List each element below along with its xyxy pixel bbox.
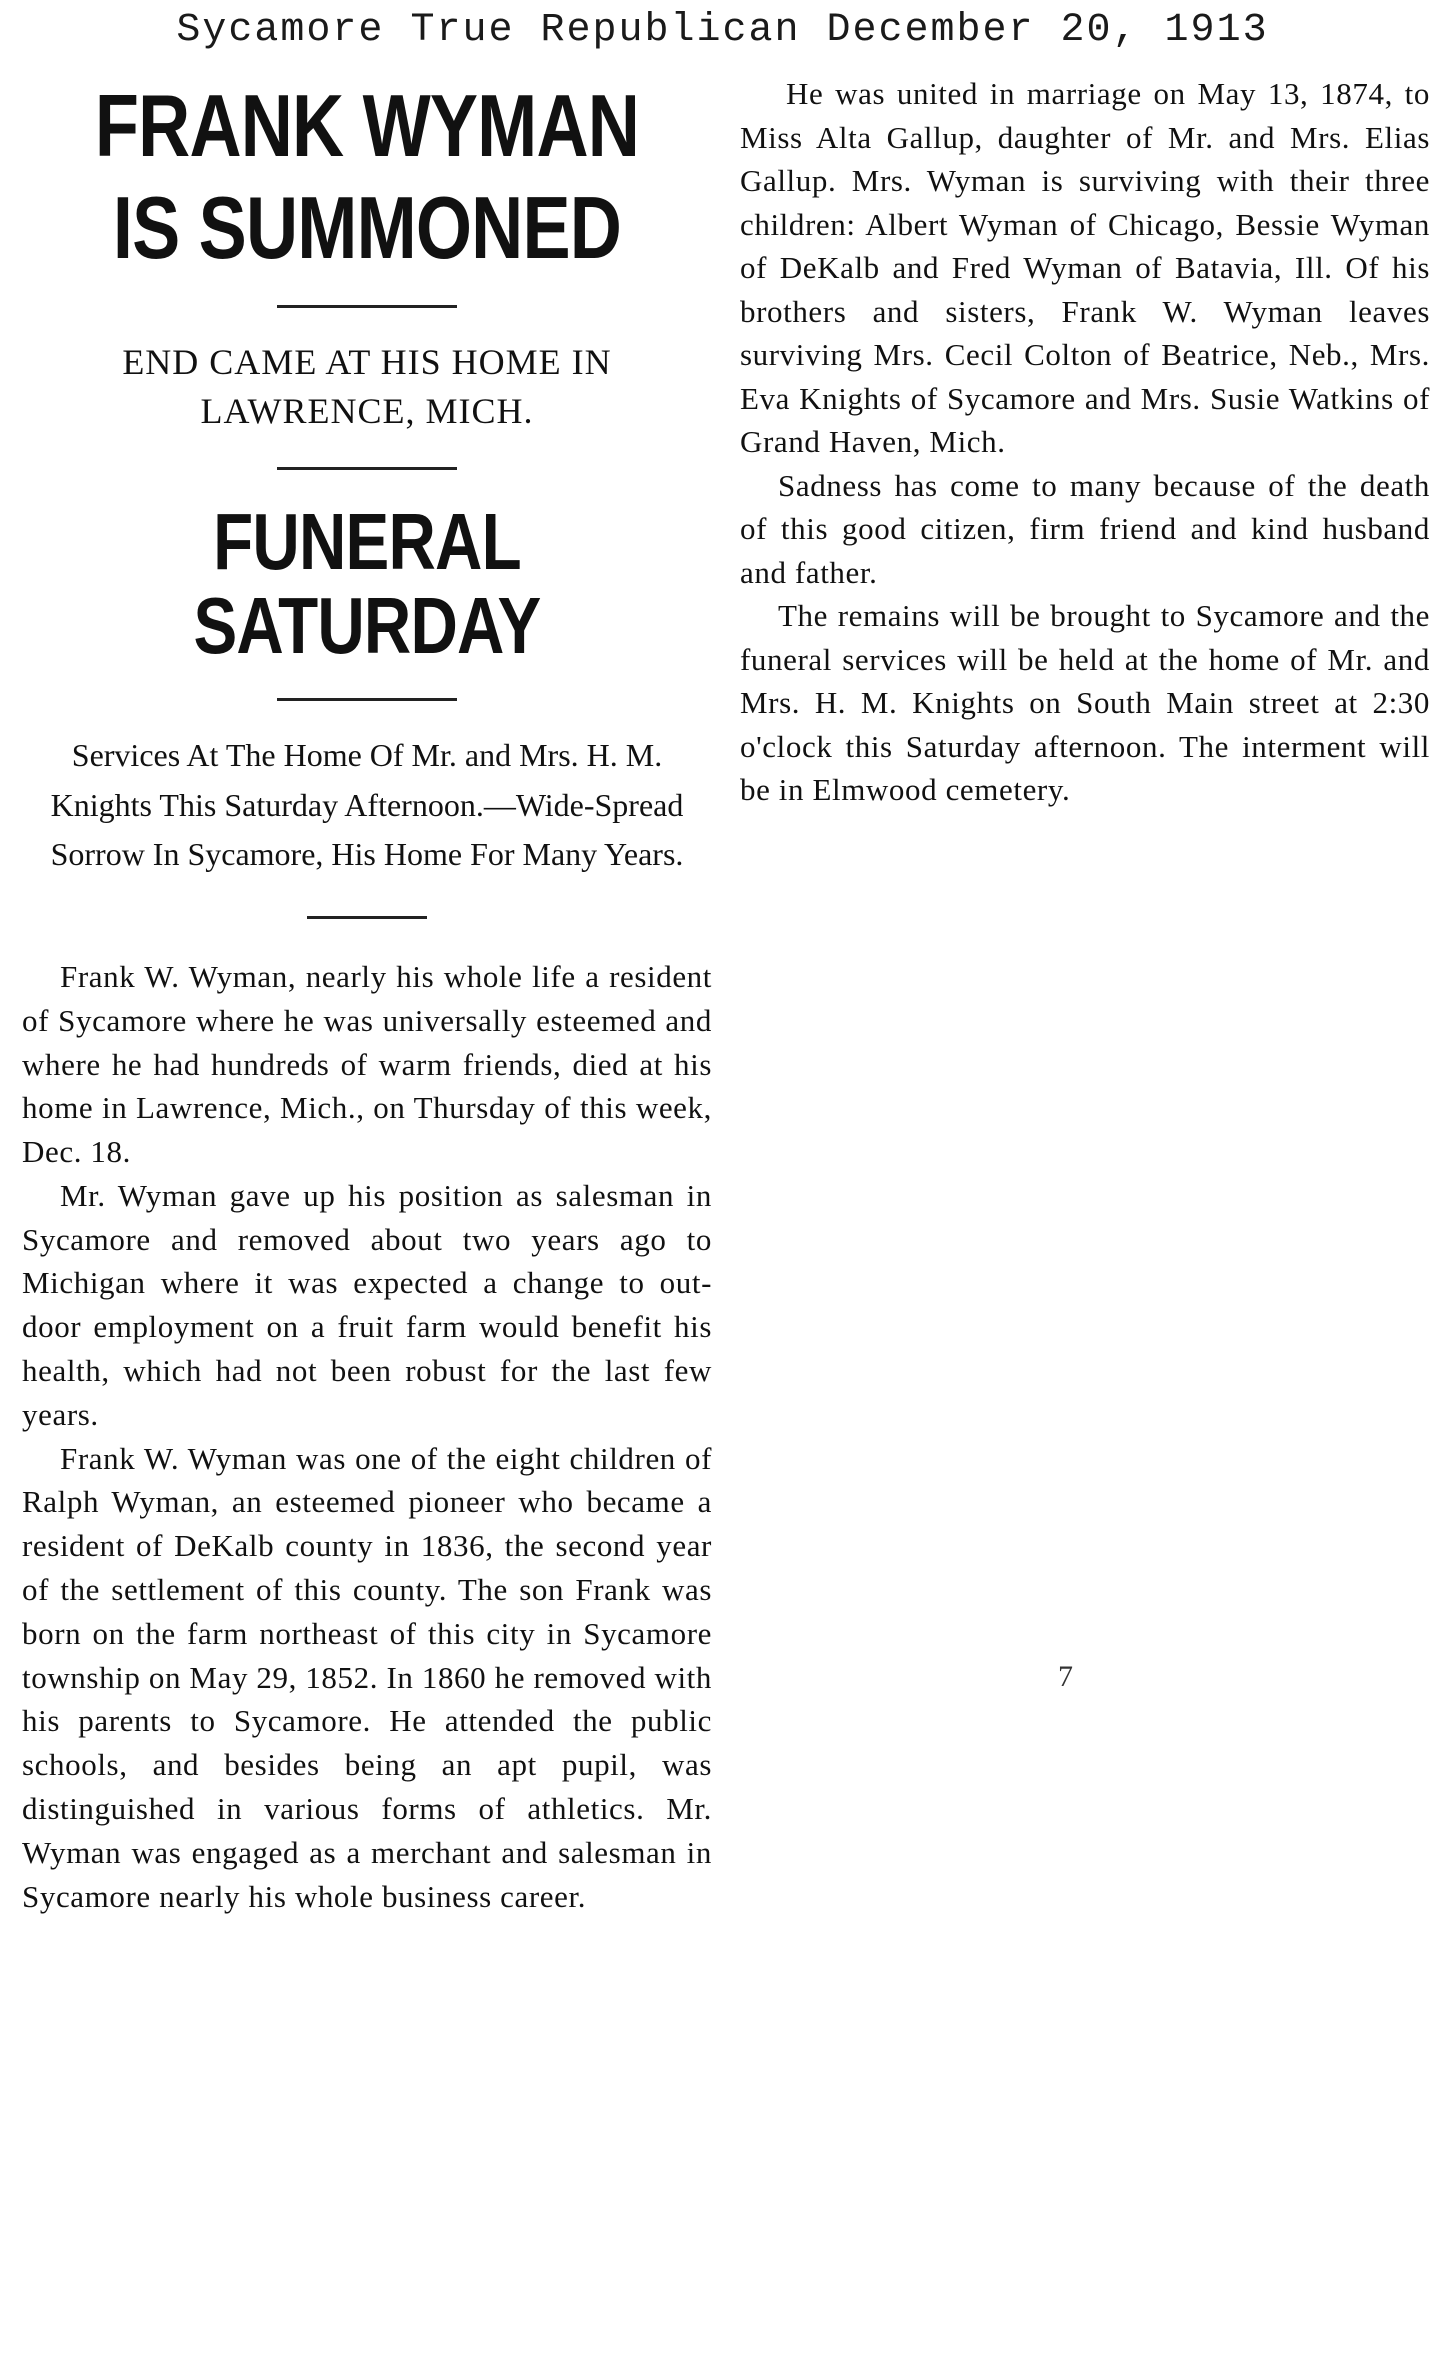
right-column: [740, 72, 1430, 812]
paragraph: He was united in marriage on May 13, 1874, to Miss Alta Gallup, daughter of Mr. and Mrs. Elias Gallup. Mrs. Wyman is surviving with their three children: Albert Wyman of Chicago, Bessie Wyman of DeKalb and Fred Wyman of Batavia, Ill. Of his brothers and sisters, Frank W. Wyman leaves surviving Mrs. Cecil Colton of Beatrice, Neb., Mrs. Eva Knights of Sycamore and Mrs. Susie Watkins of Grand Haven, Mich.: [740, 76, 1430, 459]
headline-line-1: FRANK WYMAN: [94, 76, 640, 175]
paragraph: The remains will be brought to Sycamore and the funeral services will be held at the home of Mr. and Mrs. H. M. Knights on South Main street at 2:30 o'clock this Saturday afternoon. The interment will be in Elmwood cemetery.: [740, 598, 1430, 807]
paragraph: Frank W. Wyman was one of the eight children of Ralph Wyman, an esteemed pioneer who became a resident of DeKalb county in 1836, the second year of the settlement of this county. The son Frank was born on the farm northeast of this city in Sycamore township on May 29, 1852. In 1860 he removed with his parents to Sycamore. He attended the public schools, and besides being an apt pupil, was distinguished in various forms of athletics. Mr. Wyman was engaged as a merchant and salesman in Sycamore nearly his whole business career.: [22, 1440, 712, 1914]
divider-rule: [277, 467, 457, 470]
subheadline: END CAME AT HIS HOME IN LAWRENCE, MICH.: [122, 341, 612, 432]
divider-rule: [277, 698, 457, 701]
deck-summary: Services At The Home Of Mr. and Mrs. H. M. Knights This Saturday Afternoon.—Wide-Spread Sorrow In Sycamore, His Home For Many Years.: [50, 737, 684, 873]
stray-mark: 7: [1058, 1660, 1073, 1693]
paragraph: Mr. Wyman gave up his position as salesman in Sycamore and removed about two years ago to Michigan where it was expected a change to out-door employment on a fruit farm would benefit his health, which had not been robust for the last few years.: [22, 1177, 712, 1432]
newspaper-header: Sycamore True Republican December 20, 1913: [176, 8, 1269, 53]
paragraph: Sadness has come to many because of the death of this good citizen, firm friend and kind husband and father.: [740, 467, 1430, 590]
paragraph: Frank W. Wyman, nearly his whole life a resident of Sycamore where he was universally esteemed and where he had hundreds of warm friends, died at his home in Lawrence, Mich., on Thursday of this week, Dec. 18.: [22, 958, 712, 1170]
headline-line-2: IS SUMMONED: [112, 178, 622, 278]
left-body-text: [22, 955, 712, 1919]
left-column: [22, 70, 712, 1918]
divider-rule: [307, 916, 427, 919]
secondary-headline: FUNERAL SATURDAY: [193, 497, 541, 671]
divider-rule: [277, 305, 457, 308]
